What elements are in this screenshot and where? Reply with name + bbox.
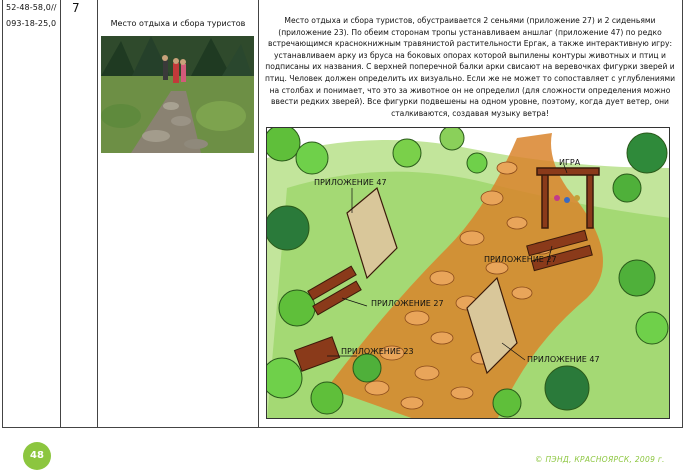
description-text: Место отдыха и сбора туристов, обустраивается 2 сеньями (приложение 27) и 2 сиденьями (приложение 23). По обеим сторонам тропы устанавливаем аншлаг (приложение 47) по редко встречающимся краснокнижным травянистой растительности Ергак, а также интерактивную игру: устанавливаем арку из бруса на боковых опорах которой выпилены контуры животных и птиц и подписаны их названия. С верхней поперечной балки арки свисают на веревочках фигурки зверей и птиц. Человек должен определить их визуально. Если же не может то сопоставляет с углублениями на столбах и понимает, что это за животное он не определил (для сложности определения можно ввести редких зверей). Все фигурки подвешены на одном уровне, поэтому, когда дует ветер, они сталкиваются, создавая музыку ветра! (264, 16, 676, 118)
site-sketch (266, 127, 670, 419)
site-photo (101, 36, 254, 153)
column-divider (258, 0, 259, 428)
sketch-label-app27-left: ПРИЛОЖЕНИЕ 27 (371, 299, 444, 308)
column-divider (60, 0, 61, 428)
sketch-label-app23: ПРИЛОЖЕНИЕ 23 (341, 347, 414, 356)
page-number-badge: 48 (23, 442, 51, 470)
place-title: Место отдыха и сбора туристов (110, 19, 246, 28)
sketch-label-igra: ИГРА (559, 158, 581, 167)
sketch-label-app27-right: ПРИЛОЖЕНИЕ 27 (484, 255, 557, 264)
column-divider (97, 0, 98, 428)
coordinates-line-1: 52-48-58,0// (6, 3, 57, 12)
sketch-label-app47-top: ПРИЛОЖЕНИЕ 47 (314, 178, 387, 187)
sketch-label-app47-bottom: ПРИЛОЖЕНИЕ 47 (527, 355, 600, 364)
row-number: 7 (72, 1, 80, 15)
coordinates-line-2: 093-18-25,0 (6, 19, 57, 28)
footer-credit: © ПЭНД, КРАСНОЯРСК, 2009 г. (535, 455, 665, 464)
